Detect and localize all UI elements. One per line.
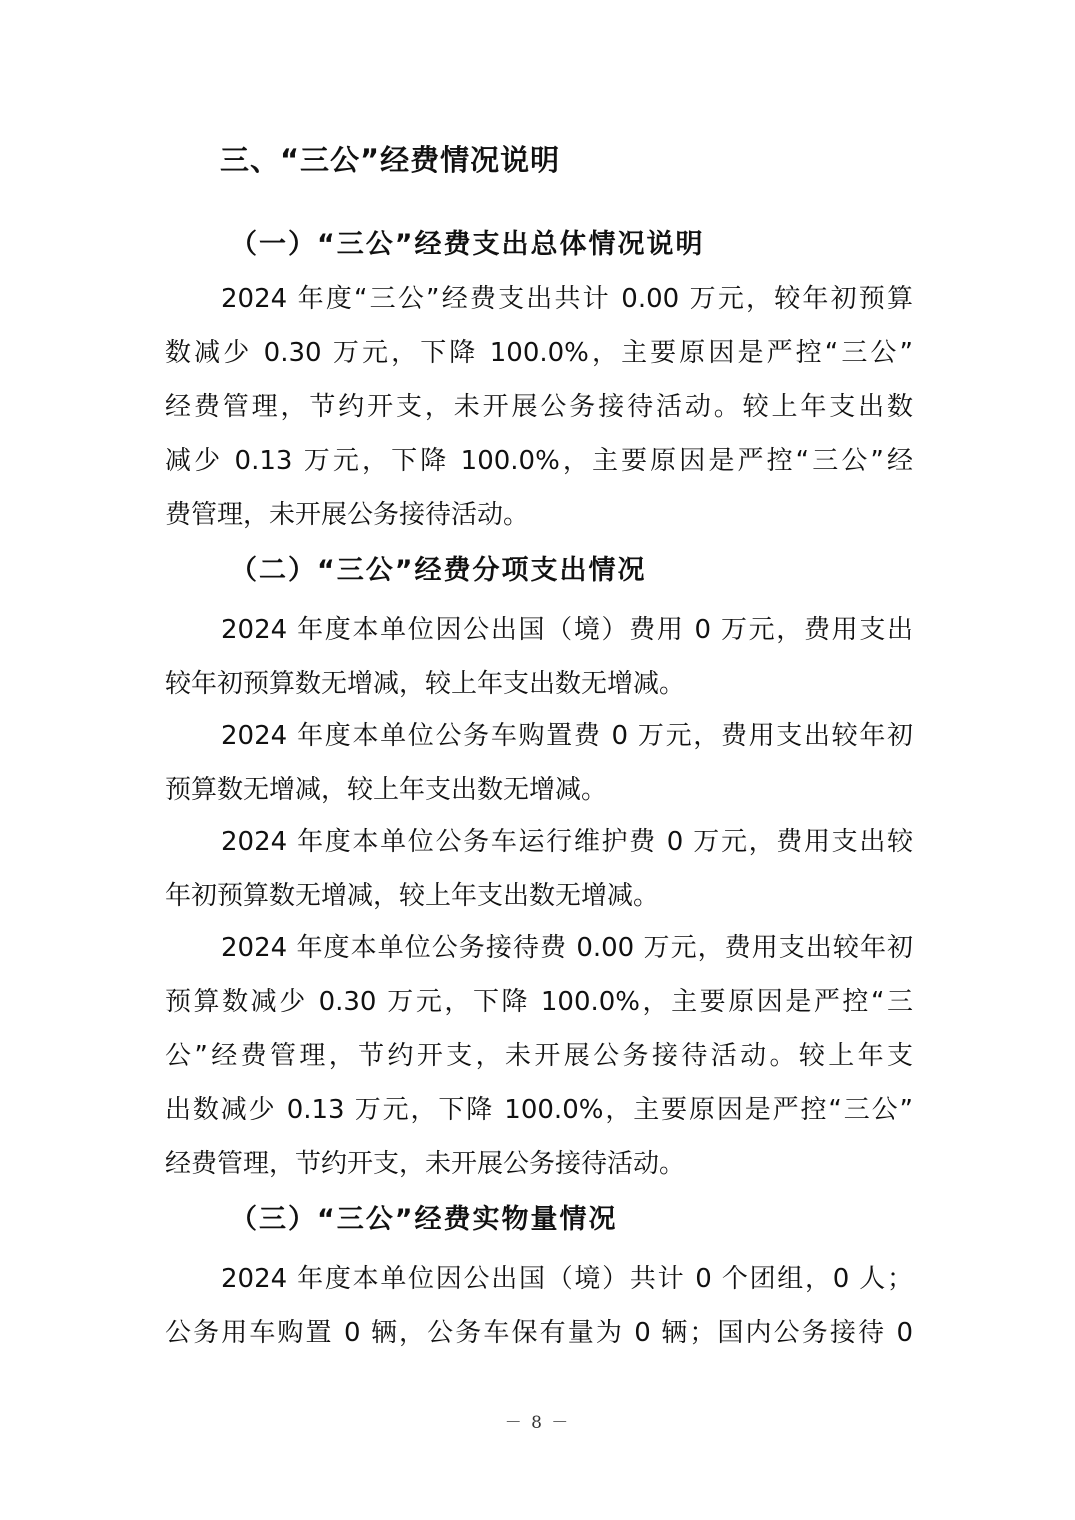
text-line: 经费管理，节约开支，未开展公务接待活动。 xyxy=(165,1149,686,1179)
text-line: 公务用车购置 0 辆，公务车保有量为 0 辆；国内公务接待 0 xyxy=(165,1318,913,1348)
subsection-heading-3: （三）“三公”经费实物量情况 xyxy=(230,1204,618,1235)
text-line: 费管理，未开展公务接待活动。 xyxy=(165,500,530,530)
text-line: 数减少 0.30 万元，下降 100.0%，主要原因是严控“三公” xyxy=(165,338,913,368)
text-line: 2024 年度本单位因公出国（境）共计 0 个团组，0 人； xyxy=(221,1264,913,1294)
subsection-heading-1: （一）“三公”经费支出总体情况说明 xyxy=(230,229,705,260)
text-line: 出数减少 0.13 万元，下降 100.0%，主要原因是严控“三公” xyxy=(165,1095,913,1125)
page-number: － 8 － xyxy=(504,1413,571,1433)
text-line: 预算数无增减，较上年支出数无增减。 xyxy=(165,775,608,805)
text-line: 2024 年度本单位公务车运行维护费 0 万元，费用支出较 xyxy=(221,827,913,857)
paragraph-reception xyxy=(165,921,913,1191)
paragraph-vehicle-purchase xyxy=(165,709,913,817)
paragraph-vehicle-maintenance xyxy=(165,815,913,923)
section-heading: 三、“三公”经费情况说明 xyxy=(220,143,561,177)
text-line: 2024 年度本单位公务车购置费 0 万元，费用支出较年初 xyxy=(221,721,913,751)
text-line: 预算数减少 0.30 万元，下降 100.0%，主要原因是严控“三 xyxy=(165,987,913,1017)
paragraph-physical-quantity xyxy=(165,1252,913,1360)
text-line: 较年初预算数无增减，较上年支出数无增减。 xyxy=(165,669,686,699)
text-line: 2024 年度本单位因公出国（境）费用 0 万元，费用支出 xyxy=(221,615,913,645)
subsection-heading-2: （二）“三公”经费分项支出情况 xyxy=(230,555,647,586)
text-line: 经费管理，节约开支，未开展公务接待活动。较上年支出数 xyxy=(165,392,913,422)
paragraph-total-overview xyxy=(165,272,913,542)
text-line: 年初预算数无增减，较上年支出数无增减。 xyxy=(165,881,660,911)
text-line: 公”经费管理，节约开支，未开展公务接待活动。较上年支 xyxy=(165,1041,913,1071)
text-line: 2024 年度“三公”经费支出共计 0.00 万元，较年初预算 xyxy=(221,284,913,314)
text-line: 2024 年度本单位公务接待费 0.00 万元，费用支出较年初 xyxy=(221,933,913,963)
paragraph-overseas-travel xyxy=(165,603,913,711)
text-line: 减少 0.13 万元，下降 100.0%，主要原因是严控“三公”经 xyxy=(165,446,913,476)
